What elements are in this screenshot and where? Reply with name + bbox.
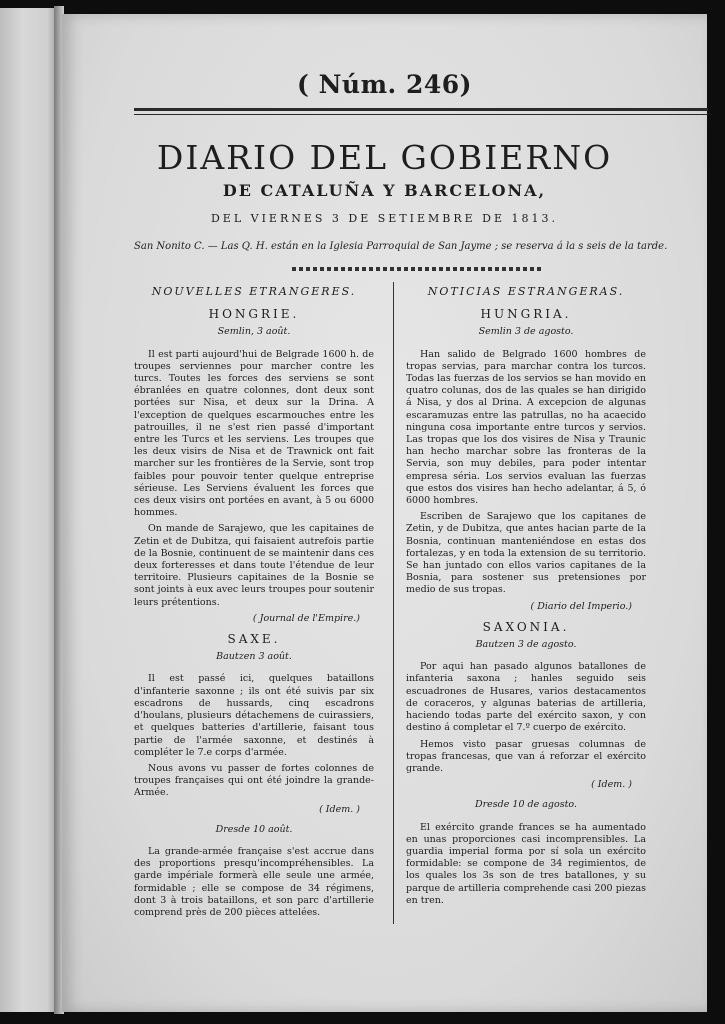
source-credit: ( Idem. ) — [591, 779, 632, 791]
newspaper-subtitle: DE CATALUÑA Y BARCELONA, — [222, 181, 547, 200]
french-column — [134, 282, 374, 923]
column-divider — [393, 282, 394, 924]
article-paragraph: On mande de Sarajewo, que les capitaines de Zetin et de Dubitza, qui faisaient autrefois partie de la Bosnie, continuent de se maintenir dans ces deux forteresses et dans toute l'étendue de leur territoire. Plusieurs capitaines de la Bosnie se sont joints à eux avec leurs troupes pour soutenir leurs prétentions. — [134, 523, 374, 608]
article-paragraph: Il est parti aujourd'hui de Belgrade 1600 h. de troupes serviennes pour marcher contre les turcs. Toutes les forces des serviens se sont ébranlées en quatre colonnes, dont deux sont portées sur Nisa, et deux sur la Drina. A l'exception de quelques escarmouches entre les patrouilles, il ne s'est rien passé d'important entre les Turcs et les serviens. Les troupes que les deux visirs de Nisa et de Trawnick ont fait marcher sur les frontières de la Servie, sont trop faibles pour pouvoir tenter quelque entreprise sérieuse. Les Serviens évaluent les forces que ces deux visirs ont portées en avant, à 5 ou 6000 hommes. — [134, 348, 374, 519]
saint-notice: San Nonito C. — Las Q. H. están en la Iglesia Parroquial de San Jayme ; se reserva á la s seis de la tarde. — [134, 241, 668, 252]
newspaper-page — [62, 14, 707, 1012]
dateline-es-3: Dresde 10 de agosto. — [475, 799, 577, 811]
newspaper-title: DIARIO DEL GOBIERNO — [156, 138, 613, 177]
dateline-es-1: Semlin 3 de agosto. — [478, 326, 574, 338]
country-heading-es-2: SAXONIA. — [482, 619, 570, 634]
country-heading-es-1: HUNGRIA. — [480, 307, 572, 322]
article-paragraph: Escriben de Sarajewo que los capitanes de Zetin, y de Dubitza, que antes hacian parte de la Bosnia, continuan manteniéndose en estas dos fortalezas, y en toda la extension de su territorio. Se han juntado con ellos varios capitanes de la Bosnia, para sostener sus pretensiones por medio de sus tropas. — [406, 511, 646, 596]
issue-number: ( Núm. 246) — [297, 70, 472, 99]
spanish-column — [406, 282, 646, 911]
section-title-es: NOTICIAS ESTRANGERAS. — [427, 285, 625, 298]
dateline-fr-2: Bautzen 3 août. — [216, 651, 292, 663]
article-paragraph: Hemos visto pasar gruesas columnas de tropas francesas, que van á reforzar el exército grande. — [406, 738, 646, 774]
source-credit: ( Journal de l'Empire.) — [252, 612, 360, 624]
section-title-fr: NOUVELLES ETRANGERES. — [151, 285, 357, 298]
article-paragraph: Il est passé ici, quelques bataillons d'infanterie saxonne ; ils ont été suivis par six escadrons de hussards, cinq escadrons d'houlans, plusieurs détachemens de cuirassiers, et quelques batteries d'artillerie, faisant tous partie de l'armée saxonne, et destinés à compléter le 7.e corps d'armée. — [134, 673, 374, 758]
facing-page-edge — [0, 8, 56, 1012]
ornamental-rule — [292, 267, 542, 271]
masthead-rule-top — [134, 108, 708, 111]
dateline-fr-3: Dresde 10 août. — [215, 823, 293, 835]
dateline-fr-1: Semlin, 3 août. — [217, 326, 291, 338]
article-paragraph: Nous avons vu passer de fortes colonnes de troupes françaises qui ont été joindre la grande-Armée. — [134, 762, 374, 799]
article-paragraph: Han salido de Belgrado 1600 hombres de tropas servias, para marchar contra los turcos. Todas las fuerzas de los servios se han movido en quatro colunas, dos de las quales se han dirigido á Nisa, y dos al Drina. A excepcion de algunas escaramuzas entre las patrullas, no ha acaecido ninguna cosa importante entre turcos y servios. Las tropas que los dos visires de Nisa y Traunic han hecho marchar sobre las fronteras de la Servia, son muy debiles, para poder intentar empresa séria. Los servios evaluan las fuerzas que estos dos visires han hecho adelantar, á 5, ó 6000 hombres. — [406, 348, 646, 507]
dateline-es-2: Bautzen 3 de agosto. — [475, 639, 577, 651]
article-paragraph: Por aqui han pasado algunos batallones de infanteria saxona ; hanles seguido seis escuadrones de Husares, varios destacamentos de coraceros, y algunas baterias de artilleria, haciendo todas parte del exército saxon, y con destino á completar el 7.º cuerpo de exército. — [406, 661, 646, 734]
source-credit: ( Diario del Imperio.) — [530, 600, 632, 612]
article-paragraph: La grande-armée française s'est accrue dans des proportions presqu'incompréhensibles. La garde impériale formerà elle seule une armée, formidable ; elle se compose de 34 régimens, dont 3 à trois bataillons, et son parc d'artillerie comprend près de 200 pièces attelées. — [134, 845, 374, 918]
issue-date: DEL VIERNES 3 DE SETIEMBRE DE 1813. — [210, 212, 559, 225]
article-paragraph: El exército grande frances se ha aumentado en unas proporciones casi incomprensibles. La guardia imperial forma por sí sola un exército formidable: se compone de 34 regimientos, de los quales los 3s son de tres batallones, y su parque de artilleria comprehende casi 200 piezas en tren. — [406, 821, 646, 906]
masthead-rule-top-thin — [134, 114, 708, 115]
country-heading-fr-2: SAXE. — [227, 632, 281, 647]
source-credit: ( Idem. ) — [319, 803, 360, 815]
country-heading-fr-1: HONGRIE. — [208, 307, 300, 322]
